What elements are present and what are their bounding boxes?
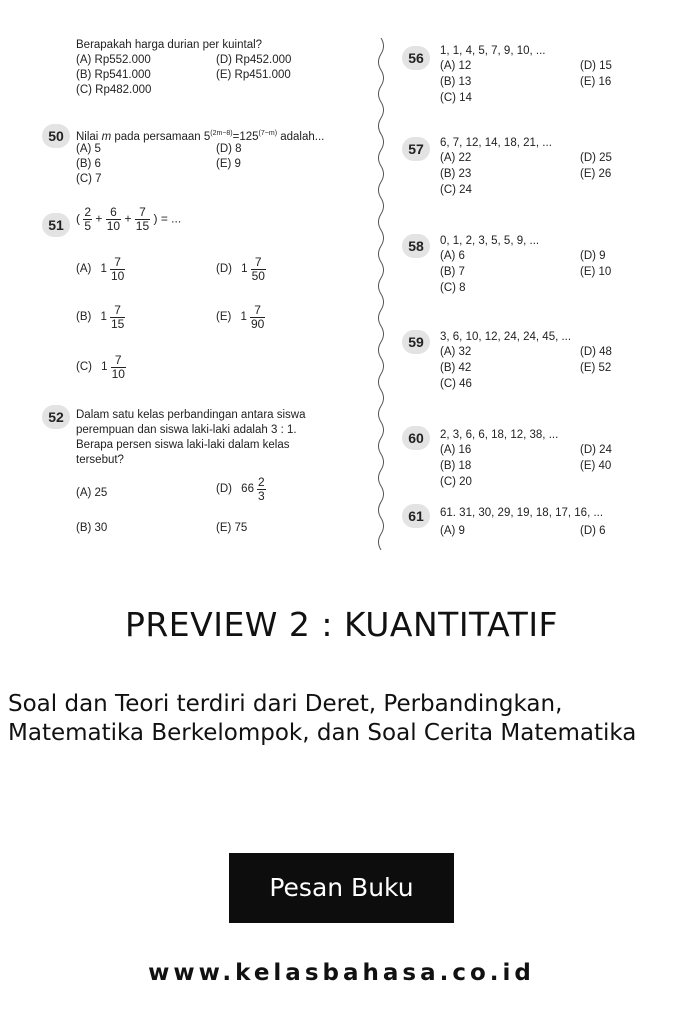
option-b: (B) 42 — [440, 362, 472, 374]
option-d: (D) 1 $\frac{7}{50}$ — [216, 255, 265, 283]
option-a: (A) 5 — [76, 143, 101, 155]
question-line-3: Berapa persen siswa laki-laki dalam kelas — [76, 439, 290, 451]
option-a: (A) 12 — [440, 60, 472, 72]
option-a: (A) 1 $\frac{7}{10}$ — [76, 255, 125, 283]
question-number-51: 51 — [42, 213, 70, 237]
website-link[interactable]: www.kelasbahasa.co.id — [148, 960, 535, 986]
option-b: (B) 23 — [440, 168, 472, 180]
option-b: (B) Rp541.000 — [76, 69, 151, 81]
question-number-50: 50 — [42, 124, 70, 148]
question-56 — [440, 44, 640, 104]
option-c: (C) 8 — [440, 282, 466, 294]
option-d: (D) 48 — [580, 346, 612, 358]
question-expression: ( $\frac{2}{5}$ + $\frac{6}{10}$ + $\frac{7}{15}$ ) = ... — [76, 205, 182, 233]
question-number-60: 60 — [402, 426, 430, 450]
option-d: (D) 9 — [580, 250, 606, 262]
option-a: (A) Rp552.000 — [76, 54, 151, 66]
option-c: (C) 24 — [440, 184, 472, 196]
option-e: (E) 52 — [580, 362, 612, 374]
sequence: 61. 31, 30, 29, 19, 18, 17, 16, ... — [440, 507, 604, 519]
question-52 — [76, 408, 366, 534]
option-d: (D) 66 $\frac{2}{3}$ — [216, 475, 265, 503]
question-49 — [76, 38, 366, 96]
question-number-61: 61 — [402, 504, 430, 528]
preview-description: Soal dan Teori terdiri dari Deret, Perbandingkan, Matematika Berkelompok, dan Soal Cerita Matematika — [8, 691, 637, 746]
question-58 — [440, 234, 640, 294]
option-e: (E) 1 $\frac{7}{90}$ — [216, 303, 265, 331]
option-b: (B) 30 — [76, 522, 108, 534]
option-e: (E) 75 — [216, 522, 248, 534]
question-line-2: perempuan dan siswa laki-laki adalah 3 : 1. — [76, 424, 297, 436]
option-b: (B) 18 — [440, 460, 472, 472]
question-51 — [76, 206, 366, 396]
preview-title: PREVIEW 2 : KUANTITATIF — [124, 605, 559, 644]
question-line-4: tersebut? — [76, 454, 124, 466]
question-57 — [440, 136, 640, 196]
option-e: (E) 40 — [580, 460, 612, 472]
option-d: (D) 15 — [580, 60, 612, 72]
option-e: (E) 9 — [216, 158, 241, 170]
question-61 — [440, 506, 640, 537]
option-a: (A) 25 — [76, 487, 108, 499]
option-a: (A) 9 — [440, 525, 465, 537]
question-text: Nilai m pada persamaan $5^{(2m-8)}=125^{(7-m)}$ adalah... — [76, 130, 325, 143]
option-b: (B) 6 — [76, 158, 101, 170]
option-e: (E) 16 — [580, 76, 612, 88]
option-d: (D) 24 — [580, 444, 612, 456]
sequence: 6, 7, 12, 14, 18, 21, ... — [440, 137, 552, 149]
option-c: (C) Rp482.000 — [76, 84, 152, 96]
order-book-button[interactable]: Pesan Buku — [229, 853, 454, 923]
question-number-59: 59 — [402, 330, 430, 354]
option-c: (C) 1 $\frac{7}{10}$ — [76, 353, 125, 381]
option-e: (E) 10 — [580, 266, 612, 278]
question-number-58: 58 — [402, 234, 430, 258]
option-c: (C) 46 — [440, 378, 472, 390]
option-c: (C) 14 — [440, 92, 472, 104]
question-text: Berapakah harga durian per kuintal? — [76, 39, 263, 51]
option-d: (D) Rp452.000 — [216, 54, 292, 66]
option-c: (C) 20 — [440, 476, 472, 488]
option-b: (B) 7 — [440, 266, 465, 278]
sequence: 1, 1, 4, 5, 7, 9, 10, ... — [440, 45, 546, 57]
option-b: (B) 1 $\frac{7}{15}$ — [76, 303, 125, 331]
option-c: (C) 7 — [76, 173, 102, 185]
wavy-divider — [374, 38, 388, 550]
sequence: 2, 3, 6, 6, 18, 12, 38, ... — [440, 429, 559, 441]
question-50 — [76, 126, 366, 185]
question-number-56: 56 — [402, 46, 430, 70]
option-a: (A) 16 — [440, 444, 472, 456]
option-e: (E) Rp451.000 — [216, 69, 291, 81]
option-a: (A) 22 — [440, 152, 472, 164]
option-a: (A) 32 — [440, 346, 472, 358]
question-60 — [440, 428, 640, 488]
sequence: 0, 1, 2, 3, 5, 5, 9, ... — [440, 235, 540, 247]
option-e: (E) 26 — [580, 168, 612, 180]
option-d: (D) 6 — [580, 525, 606, 537]
question-number-52: 52 — [42, 405, 70, 429]
question-number-57: 57 — [402, 137, 430, 161]
sequence: 3, 6, 10, 12, 24, 24, 45, ... — [440, 331, 572, 343]
option-a: (A) 6 — [440, 250, 465, 262]
question-line-1: Dalam satu kelas perbandingan antara siswa — [76, 409, 306, 421]
option-d: (D) 25 — [580, 152, 612, 164]
question-59 — [440, 330, 640, 390]
option-b: (B) 13 — [440, 76, 472, 88]
option-d: (D) 8 — [216, 143, 242, 155]
